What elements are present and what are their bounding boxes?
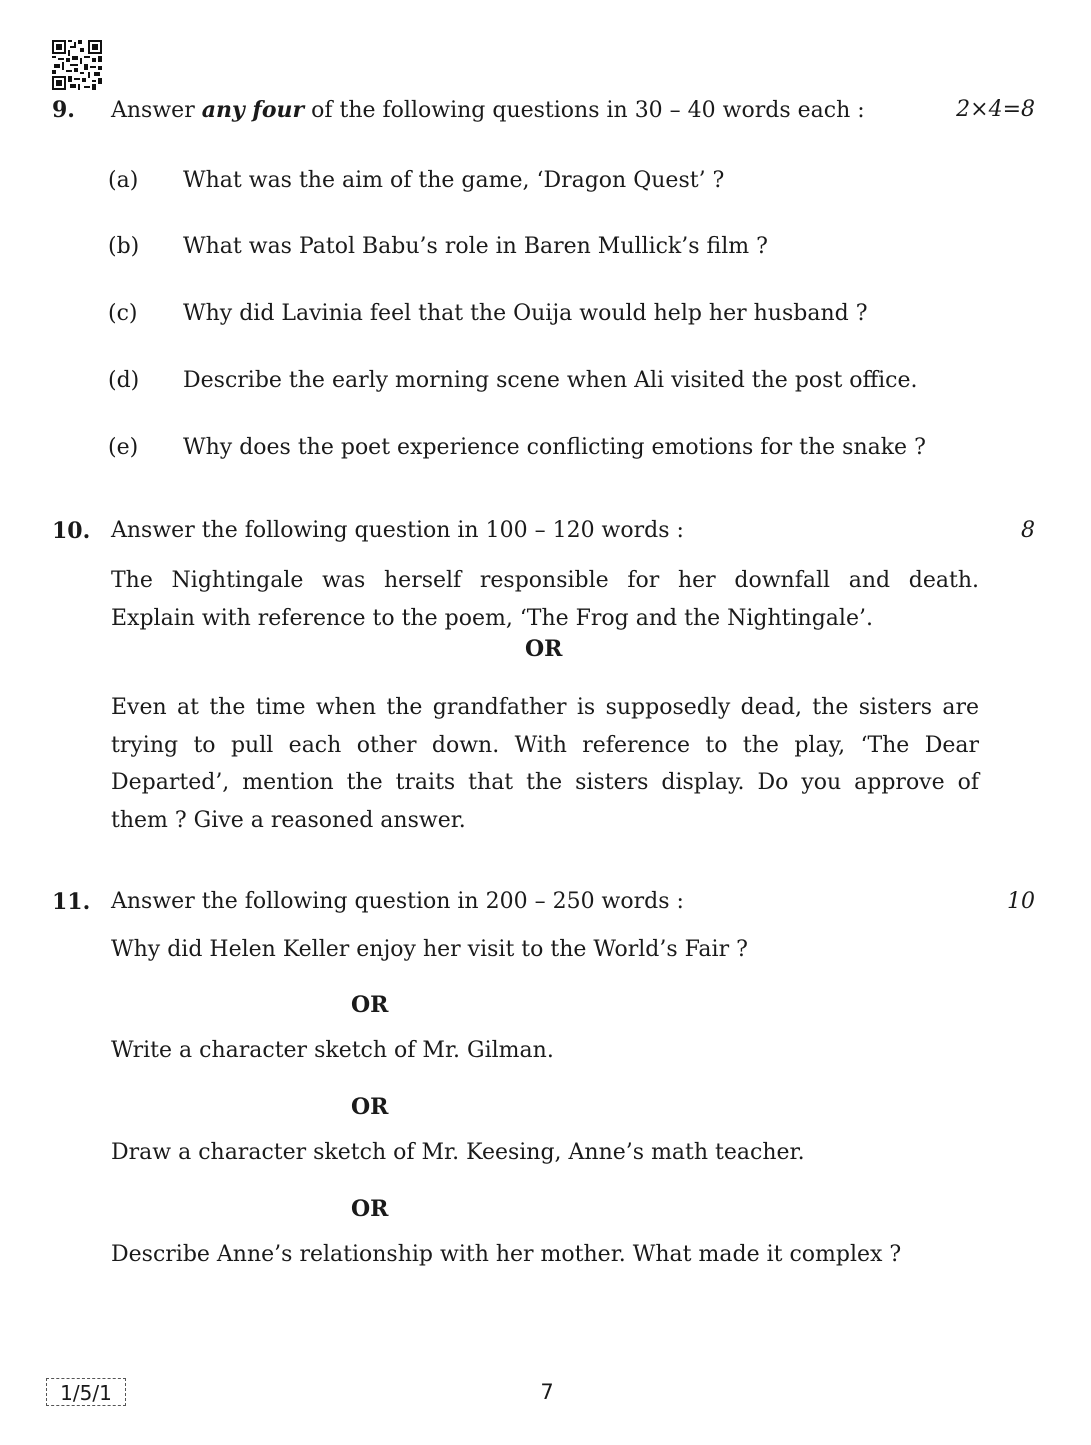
answer-option: Why did Helen Keller enjoy her visit to the World’s Fair ? [111,937,748,962]
paragraph-line: them ? Give a reasoned answer. [111,807,466,833]
instruction-text: Answer [111,98,202,123]
answer-option: Draw a character sketch of Mr. Keesing, Anne’s math teacher. [111,1140,805,1165]
question-number: 11. [52,889,91,915]
or-separator: OR [351,992,389,1018]
paragraph-line: Departed’, mention the traits that the sisters display. Do you approve of [111,770,979,795]
marks-label: 2×4=8 [956,97,1035,122]
subquestion-text: Describe the early morning scene when Ali visited the post office. [183,368,918,393]
question-instruction: Answer the following question in 200 – 250 words : [111,889,684,914]
or-separator: OR [351,1094,389,1120]
question-number: 10. [52,518,91,544]
subquestion-text: What was Patol Babu’s role in Baren Mullick’s film ? [183,234,768,259]
marks-label: 8 [1021,518,1035,543]
paragraph-line: Even at the time when the grandfather is supposedly dead, the sisters are [111,695,979,720]
question-instruction: Answer the following question in 100 – 120 words : [111,518,684,543]
subquestion-text: What was the aim of the game, ‘Dragon Quest’ ? [183,168,725,193]
subquestion-label: (e) [108,435,139,460]
answer-option: Write a character sketch of Mr. Gilman. [111,1038,554,1063]
answer-option-paragraph [111,689,979,839]
subquestion-label: (b) [108,234,140,259]
paragraph-line: Explain with reference to the poem, ‘The Frog and the Nightingale’. [111,605,873,631]
paper-code: 1/5/1 [46,1378,126,1406]
marks-label: 10 [1007,889,1035,914]
paragraph-line: trying to pull each other down. With reference to the play, ‘The Dear [111,732,979,758]
answer-option-paragraph [111,562,979,637]
instruction-text: of the following questions in 30 – 40 words each : [304,98,865,123]
subquestion-label: (d) [108,368,140,393]
or-separator: OR [351,1196,389,1222]
or-separator: OR [525,636,563,662]
instruction-emphasis: any four [201,97,305,123]
page-number: 7 [540,1380,554,1404]
subquestion-label: (a) [108,168,139,193]
question-instruction [111,96,865,125]
paragraph-line: The Nightingale was herself responsible for her downfall and death. [111,568,979,593]
subquestion-text: Why did Lavinia feel that the Ouija would help her husband ? [183,301,868,326]
question-number: 9. [52,97,75,123]
subquestion-text: Why does the poet experience conflicting emotions for the snake ? [183,435,926,460]
subquestion-label: (c) [108,301,138,326]
qr-code-icon [52,40,102,90]
answer-option: Describe Anne’s relationship with her mother. What made it complex ? [111,1242,902,1267]
